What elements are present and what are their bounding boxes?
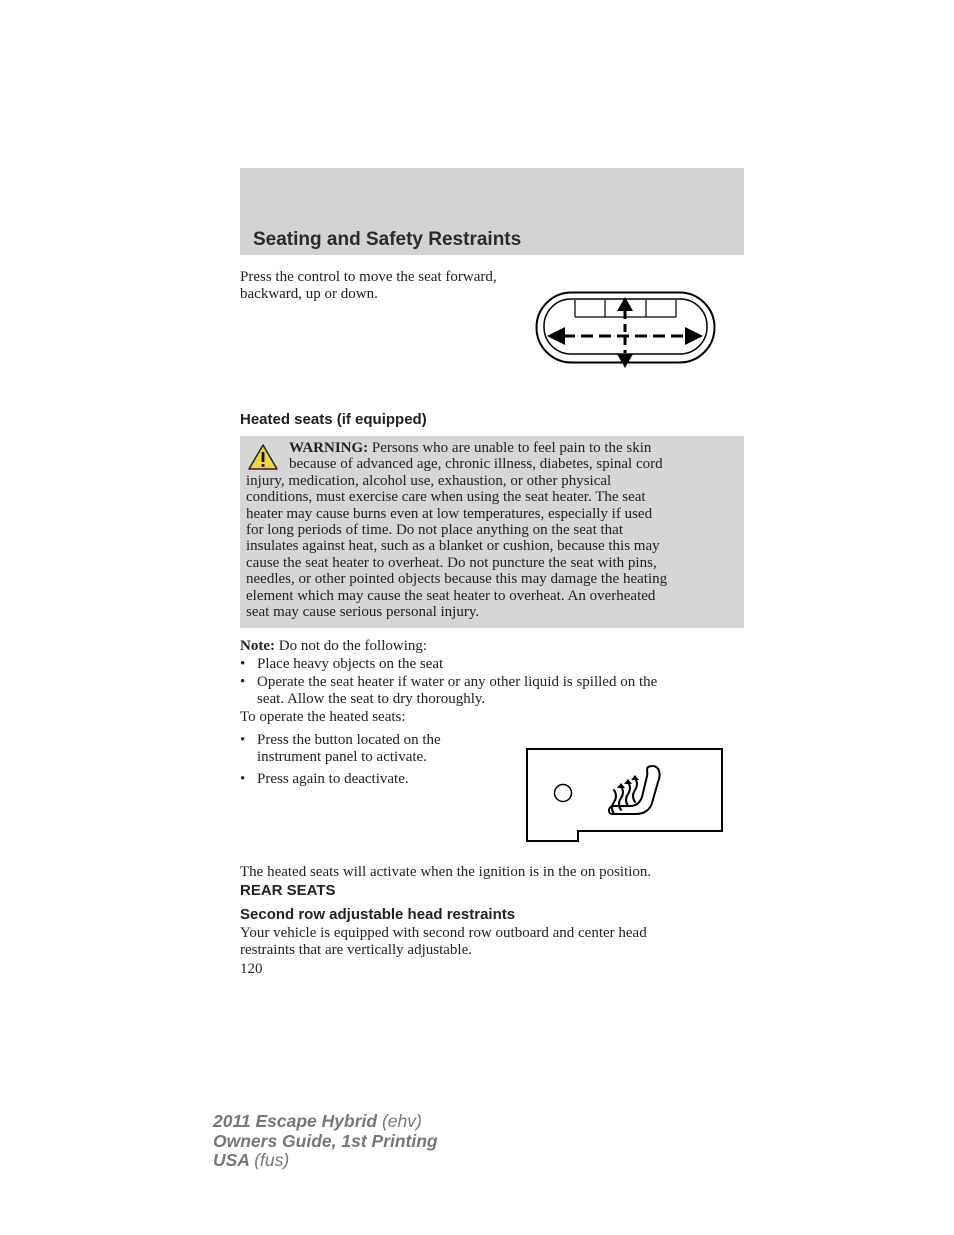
- section-title: Seating and Safety Restraints: [253, 229, 522, 250]
- page-number: 120: [240, 961, 263, 977]
- warning-line: WARNING: Persons who are unable to feel pain to the skin: [289, 440, 652, 456]
- warning-text: [246, 440, 738, 620]
- activation-note: The heated seats will activate when the ignition is in the on position.: [240, 864, 652, 880]
- warning-label: WARNING:: [289, 440, 369, 456]
- warning-line: injury, medication, alcohol use, exhaustion, or other physical: [246, 472, 612, 489]
- warning-line: for long periods of time. Do not place anything on the seat that: [246, 522, 623, 539]
- head-restraints-subheading: Second row adjustable head restraints: [240, 906, 516, 923]
- intro-paragraph: Press the control to move the seat forward, backward, up or down.: [240, 269, 497, 302]
- warning-line: needles, or other pointed objects because this may damage the heating: [246, 571, 668, 588]
- heated-seat-panel-figure: [526, 748, 724, 844]
- rear-seats-paragraph: Your vehicle is equipped with second row outboard and center head restraints that are vertically adjustable.: [240, 925, 647, 958]
- seat-adjust-control-icon: [535, 291, 717, 371]
- heated-seats-heading: Heated seats (if equipped): [240, 411, 427, 428]
- warning-line: cause the seat heater to overheat. Do not puncture the seat with pins,: [246, 554, 657, 571]
- warning-line: heater may cause burns even at low temperatures, especially if used: [246, 505, 653, 522]
- warning-line: insulates against heat, such as a blanket or cushion, because this may: [246, 538, 660, 555]
- warning-line: conditions, must exercise care when using the seat heater. The seat: [246, 489, 646, 506]
- warning-line: because of advanced age, chronic illness, diabetes, spinal cord: [289, 456, 663, 473]
- rear-seats-heading: REAR SEATS: [240, 882, 336, 899]
- indicator-light-icon: [555, 785, 572, 802]
- document-footer: 2011 Escape Hybrid (ehv) Owners Guide, 1st Printing USA (fus): [213, 1111, 438, 1170]
- note-paragraph: Note: Do not do the following:: [240, 638, 428, 654]
- warning-line: seat may cause serious personal injury.: [246, 604, 480, 621]
- operate-intro: To operate the heated seats:: [240, 709, 406, 725]
- warning-line: element which may cause the seat heater to overheat. An overheated: [246, 587, 656, 604]
- note-label: Note:: [240, 638, 275, 654]
